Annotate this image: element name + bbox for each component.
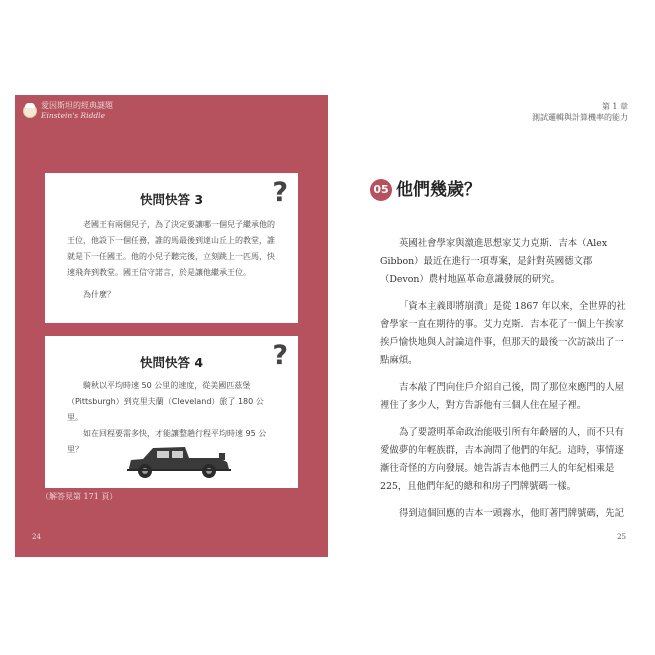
right-page (338, 95, 638, 557)
page-number-right: 25 (617, 533, 626, 541)
quiz-card-question: 如在回程要需多快，才能讓整趟行程平均時速 95 公里？ (67, 429, 267, 454)
quiz-card-paragraph: 騎秋以平均時速 50 公里的速度，從美國匹茲堡（Pittsburgh）到克里夫蘭（Cleveland）旅了 180 公里。 (67, 381, 264, 422)
body-paragraph: 英國社會學家與激進思想家艾力克斯．吉本（Alex Gibbon）最近在進行一項專案，是針對英國德文郡（Devon）農村地區革命意識發展的研究。 (380, 238, 608, 285)
running-header-left (23, 101, 113, 121)
answer-reference: （解答見第 171 頁） (41, 492, 118, 501)
quiz-card-4 (45, 336, 298, 488)
body-paragraph: 吉本敲了門向住戶介紹自己後，問了那位來應門的人屋裡住了多少人，對方告訴他有三個人住在屋子裡。 (380, 382, 625, 411)
body-paragraph: 為了要證明革命政治能吸引所有年齡層的人，而不只有愛做夢的年輕族群，吉本詢問了他們的年紀。這時，事情逐漸往奇怪的方向發展。她告訴吉本他們三人的年紀相乘是 225，且他們年紀的總和和房子門牌號碼一樣。 (380, 427, 625, 492)
section-title: 他們幾歲？ (396, 180, 481, 200)
chapter-name: 測試邏輯與計算機率的能力 (532, 113, 628, 122)
running-header-right (532, 101, 628, 123)
quiz-card-body (67, 217, 278, 303)
question-mark-icon: ? (272, 340, 288, 371)
left-page (15, 95, 328, 557)
question-mark-icon: ? (272, 177, 288, 208)
einstein-avatar-icon (23, 104, 37, 118)
quiz-card-title: 快問快答 4 (139, 355, 204, 370)
vintage-car-icon (123, 440, 233, 480)
chapter-label: 第 1 章 (601, 102, 628, 111)
section-body (380, 235, 626, 532)
quiz-card-paragraph: 老國王有兩個兒子，為了決定要讓哪一個兒子繼承他的王位，他設下一個任務，誰的馬最後到達山丘上的教堂，誰就是下一任國王。他的小兒子聽完後，立刻跳上一匹馬，快速飛奔到教堂。國王信守諾言，於是讓他繼承王位。 (67, 220, 275, 277)
book-subtitle: Einstein's Riddle (41, 111, 106, 120)
body-paragraph: 得到這個回應的吉本一頭霧水，他盯著門牌號碼，先記 (399, 508, 625, 519)
quiz-card-title: 快問快答 3 (139, 192, 204, 207)
quiz-card-3 (45, 173, 298, 323)
page-number-left: 24 (32, 533, 41, 541)
section-number-badge: 05 (370, 179, 392, 201)
body-paragraph: 「資本主義即將崩潰」是從 1867 年以來，全世界的社會學家一直在期待的事。艾力克斯．吉本花了一個上午挨家挨戶愉快地與人討論這件事，但那天的最後一次訪談出了一點麻煩。 (380, 301, 626, 366)
quiz-card-question: 為什麼？ (83, 290, 115, 299)
book-title: 愛因斯坦的經典謎題 (41, 101, 113, 110)
